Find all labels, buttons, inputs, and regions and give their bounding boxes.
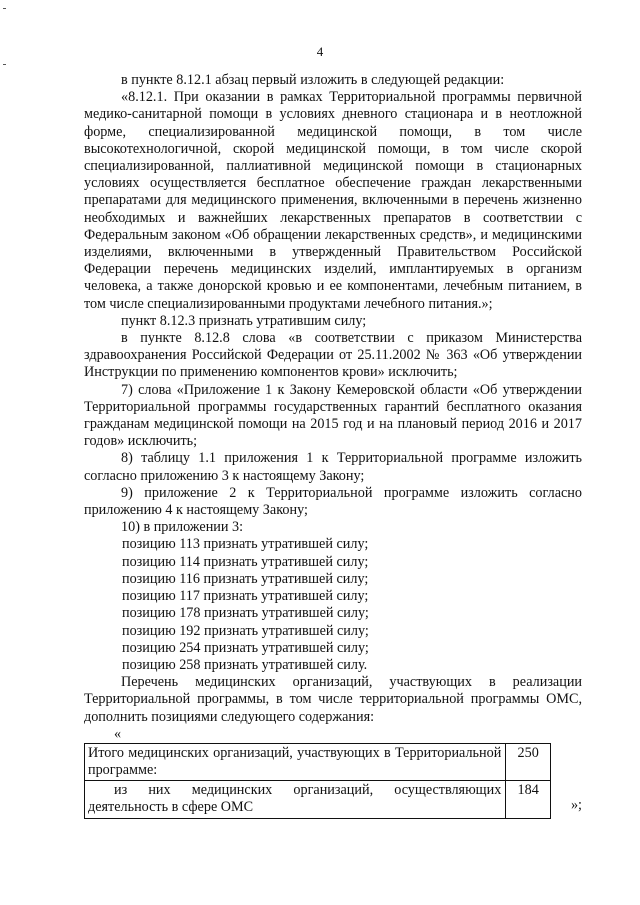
page-number: 4 [316, 44, 324, 59]
open-quote: « [114, 725, 122, 742]
paragraph: в пункте 8.12.8 слова «в соответствии с приказом Министерства здравоохранения Российской Федерации от 25.11.2002 № 363 «Об утверждении Инструкции по применению компонентов крови» исключить; [84, 330, 582, 381]
position-item: позицию 113 признать утратившей силу; [122, 536, 369, 553]
position-item: позицию 192 признать утратившей силу; [122, 622, 369, 639]
margin-mark [3, 8, 6, 9]
position-item: позицию 178 признать утратившей силу; [122, 605, 369, 622]
table-cell-label: из них медицинских организаций, осуществляющих деятельность в сфере ОМС [85, 781, 506, 818]
paragraph: 9) приложение 2 к Территориальной программе изложить согласно приложению 4 к настоящему Закону; [84, 484, 582, 519]
close-quote: »; [570, 797, 582, 814]
paragraph: пункт 8.12.3 признать утратившим силу; [121, 312, 367, 329]
table-cell-value: 184 [506, 781, 551, 818]
paragraph: 7) слова «Приложение 1 к Закону Кемеровской области «Об утверждении Территориальной программы государственных гарантий бесплатного оказания гражданам медицинской помощи на 2015 год и на плановый период 2016 и 2017 годов» исключить; [84, 381, 582, 450]
paragraph: «8.12.1. При оказании в рамках Территориальной программы первичной медико-санитарной помощи в условиях дневного стационара и в неотложной форме, специализированной медицинской помощи, в том числе высокотехнологичной, скорой медицинской помощи, в том числе скорой специализированной, паллиативной медицинской помощи в стационарных условиях осуществляется бесплатное обеспечение граждан лекарственными препаратами для медицинского применения, включенными в перечень жизненно необходимых и важнейших лекарственных препаратов в соответствии с Федеральным законом «Об обращении лекарственных средств», и медицинскими изделиями, включенными в утвержденный Правительством Российской Федерации перечень медицинских изделий, имплантируемых в организм человека, а также донорской кровью и ее компонентами, лечебным питанием, в том числе специализированными продуктами лечебного питания.»; [84, 89, 582, 312]
table-row [85, 781, 551, 818]
table-cell-value: 250 [506, 743, 551, 780]
position-item: позицию 254 признать утратившей силу; [122, 639, 369, 656]
table-row [85, 743, 551, 780]
paragraph: 10) в приложении 3: [121, 519, 244, 536]
position-item: позицию 258 признать утратившей силу. [122, 656, 368, 673]
paragraph: 8) таблицу 1.1 приложения 1 к Территориальной программе изложить согласно приложению 3 к настоящему Закону; [84, 450, 582, 484]
table-cell-label: Итого медицинских организаций, участвующих в Территориальной программе: [85, 743, 506, 780]
position-item: позицию 117 признать утратившей силу; [122, 588, 369, 605]
margin-mark [3, 64, 6, 65]
position-item: позицию 116 признать утратившей силу; [122, 570, 369, 587]
document-body [84, 72, 582, 819]
organizations-table [84, 743, 551, 819]
paragraph: в пункте 8.12.1 абзац первый изложить в следующей редакции: [121, 72, 505, 88]
closing-paragraph: Перечень медицинских организаций, участвующих в реализации Территориальной программы, в том числе территориальной программы ОМС, дополнить позициями следующего содержания: [84, 674, 582, 725]
position-item: позицию 114 признать утратившей силу; [122, 553, 369, 570]
table-wrapper [84, 743, 582, 819]
